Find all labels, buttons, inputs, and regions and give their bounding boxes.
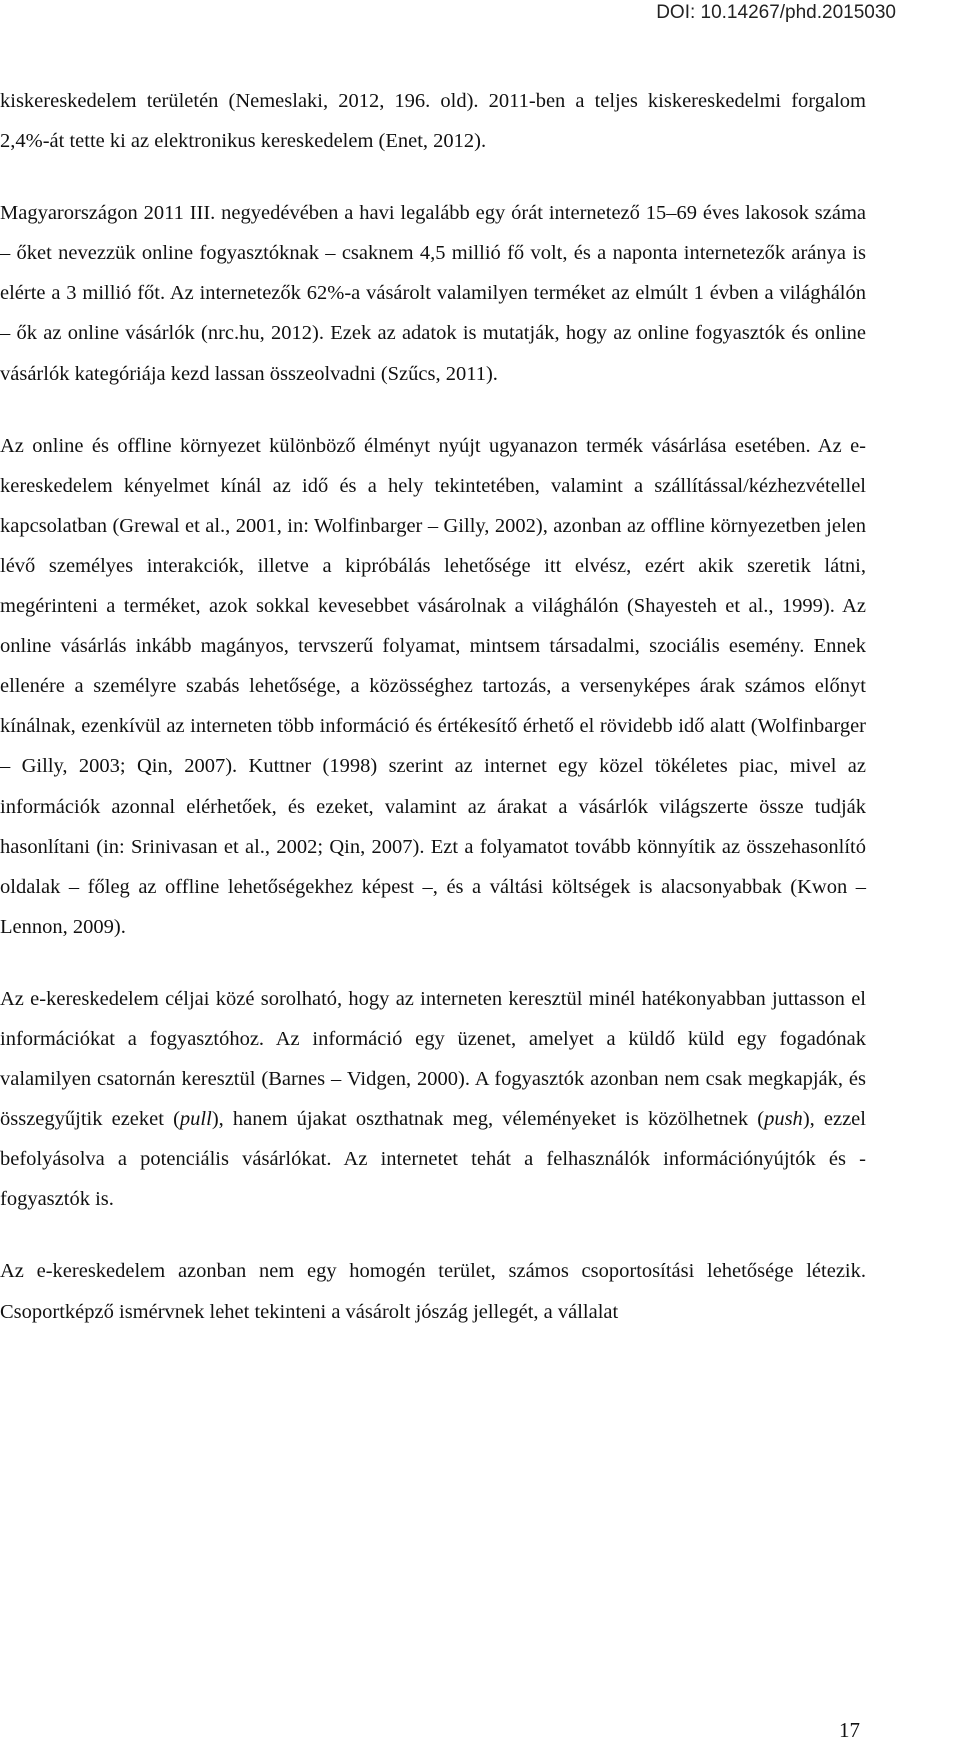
italic-term-push: push (764, 1108, 803, 1131)
text-segment: Az e-kereskedelem céljai közé sorolható, hogy az interneten keresztül minél hatékonyabban juttasson el információkat a fogyasztóhoz. Az információ egy üzenet, amelyet a küldő küld egy fogadónak valamilyen csatornán keresztül (Barnes – Vidgen, 2000). A fogyasztók azonban nem csak megkapják, és összegyűjtik ezeket ( (0, 987, 866, 1131)
paragraph-intro-continuation: kiskereskedelem területén (Nemeslaki, 2012, 196. old). 2011-ben a teljes kiskereskedelmi forgalom 2,4%-át tette ki az elektronikus kereskedelem (Enet, 2012). (0, 90, 866, 153)
italic-term-pull: pull (179, 1108, 212, 1131)
text-segment: ), hanem újakat oszthatnak meg, véleményeket is közölhetnek ( (211, 1108, 765, 1131)
paragraph-online-consumers: Magyarországon 2011 III. negyedévében a havi legalább egy órát internetező 15–69 éves lakosok száma – őket nevezzük online fogyasztóknak – csaknem 4,5 millió fő volt, és a naponta internetezők aránya is elérte a 3 millió főt. Az internetezők 62%-a vásárolt valamilyen terméket az elmúlt 1 évben a világhálón – ők az online vásárlók (nrc.hu, 2012). Ezek az adatok is mutatják, hogy az online fogyasztók és online vásárlók kategóriája kezd lassan összeolvadni (Szűcs, 2011). (0, 202, 866, 385)
paragraph-ecommerce-heterogeneity: Az e-kereskedelem azonban nem egy homogén terület, számos csoportosítási lehetősége létezik. Csoportképző ismérvnek lehet tekinteni a vásárolt jószág jellegét, a vállalat (0, 1260, 866, 1323)
doi-header: DOI: 10.14267/phd.2015030 (656, 2, 896, 23)
document-body (0, 81, 866, 1332)
page-number: 17 (839, 1718, 860, 1742)
text-segment: ), ezzel befolyásolva a potenciális vásárlókat. Az internetet tehát a felhasználók információnyújtók és -fogyasztók is. (0, 1108, 866, 1211)
paragraph-ecommerce-goals (0, 979, 866, 1220)
paragraph-online-offline: Az online és offline környezet különböző élményt nyújt ugyanazon termék vásárlása esetében. Az e-kereskedelem kényelmet kínál az idő és a hely tekintetében, valamint a szállítással/kézhezvétellel kapcsolatban (Grewal et al., 2001, in: Wolfinbarger – Gilly, 2002), azonban az offline környezetben jelen lévő személyes interakciók, illetve a kipróbálás lehetősége itt elvész, ezért akik szeretik látni, megérinteni a terméket, azok sokkal kevesebbet vásárolnak a világhálón (Shayesteh et al., 1999). Az online vásárlás inkább magányos, tervszerű folyamat, mintsem társadalmi, szociális esemény. Ennek ellenére a személyre szabás lehetősége, a közösséghez tartozás, a versenyképes árak számos előnyt kínálnak, ezenkívül az interneten több információ és értékesítő érhető el rövidebb idő alatt (Wolfinbarger – Gilly, 2003; Qin, 2007). Kuttner (1998) szerint az internet egy közel tökéletes piac, mivel az információk azonnal elérhetőek, és ezeket, valamint az árakat a vásárlók világszerte össze tudják hasonlítani (in: Srinivasan et al., 2002; Qin, 2007). Ezt a folyamatot tovább könnyítik az összehasonlító oldalak – főleg az offline lehetőségekhez képest –, és a váltási költségek is alacsonyabbak (Kwon – Lennon, 2009). (0, 434, 866, 938)
